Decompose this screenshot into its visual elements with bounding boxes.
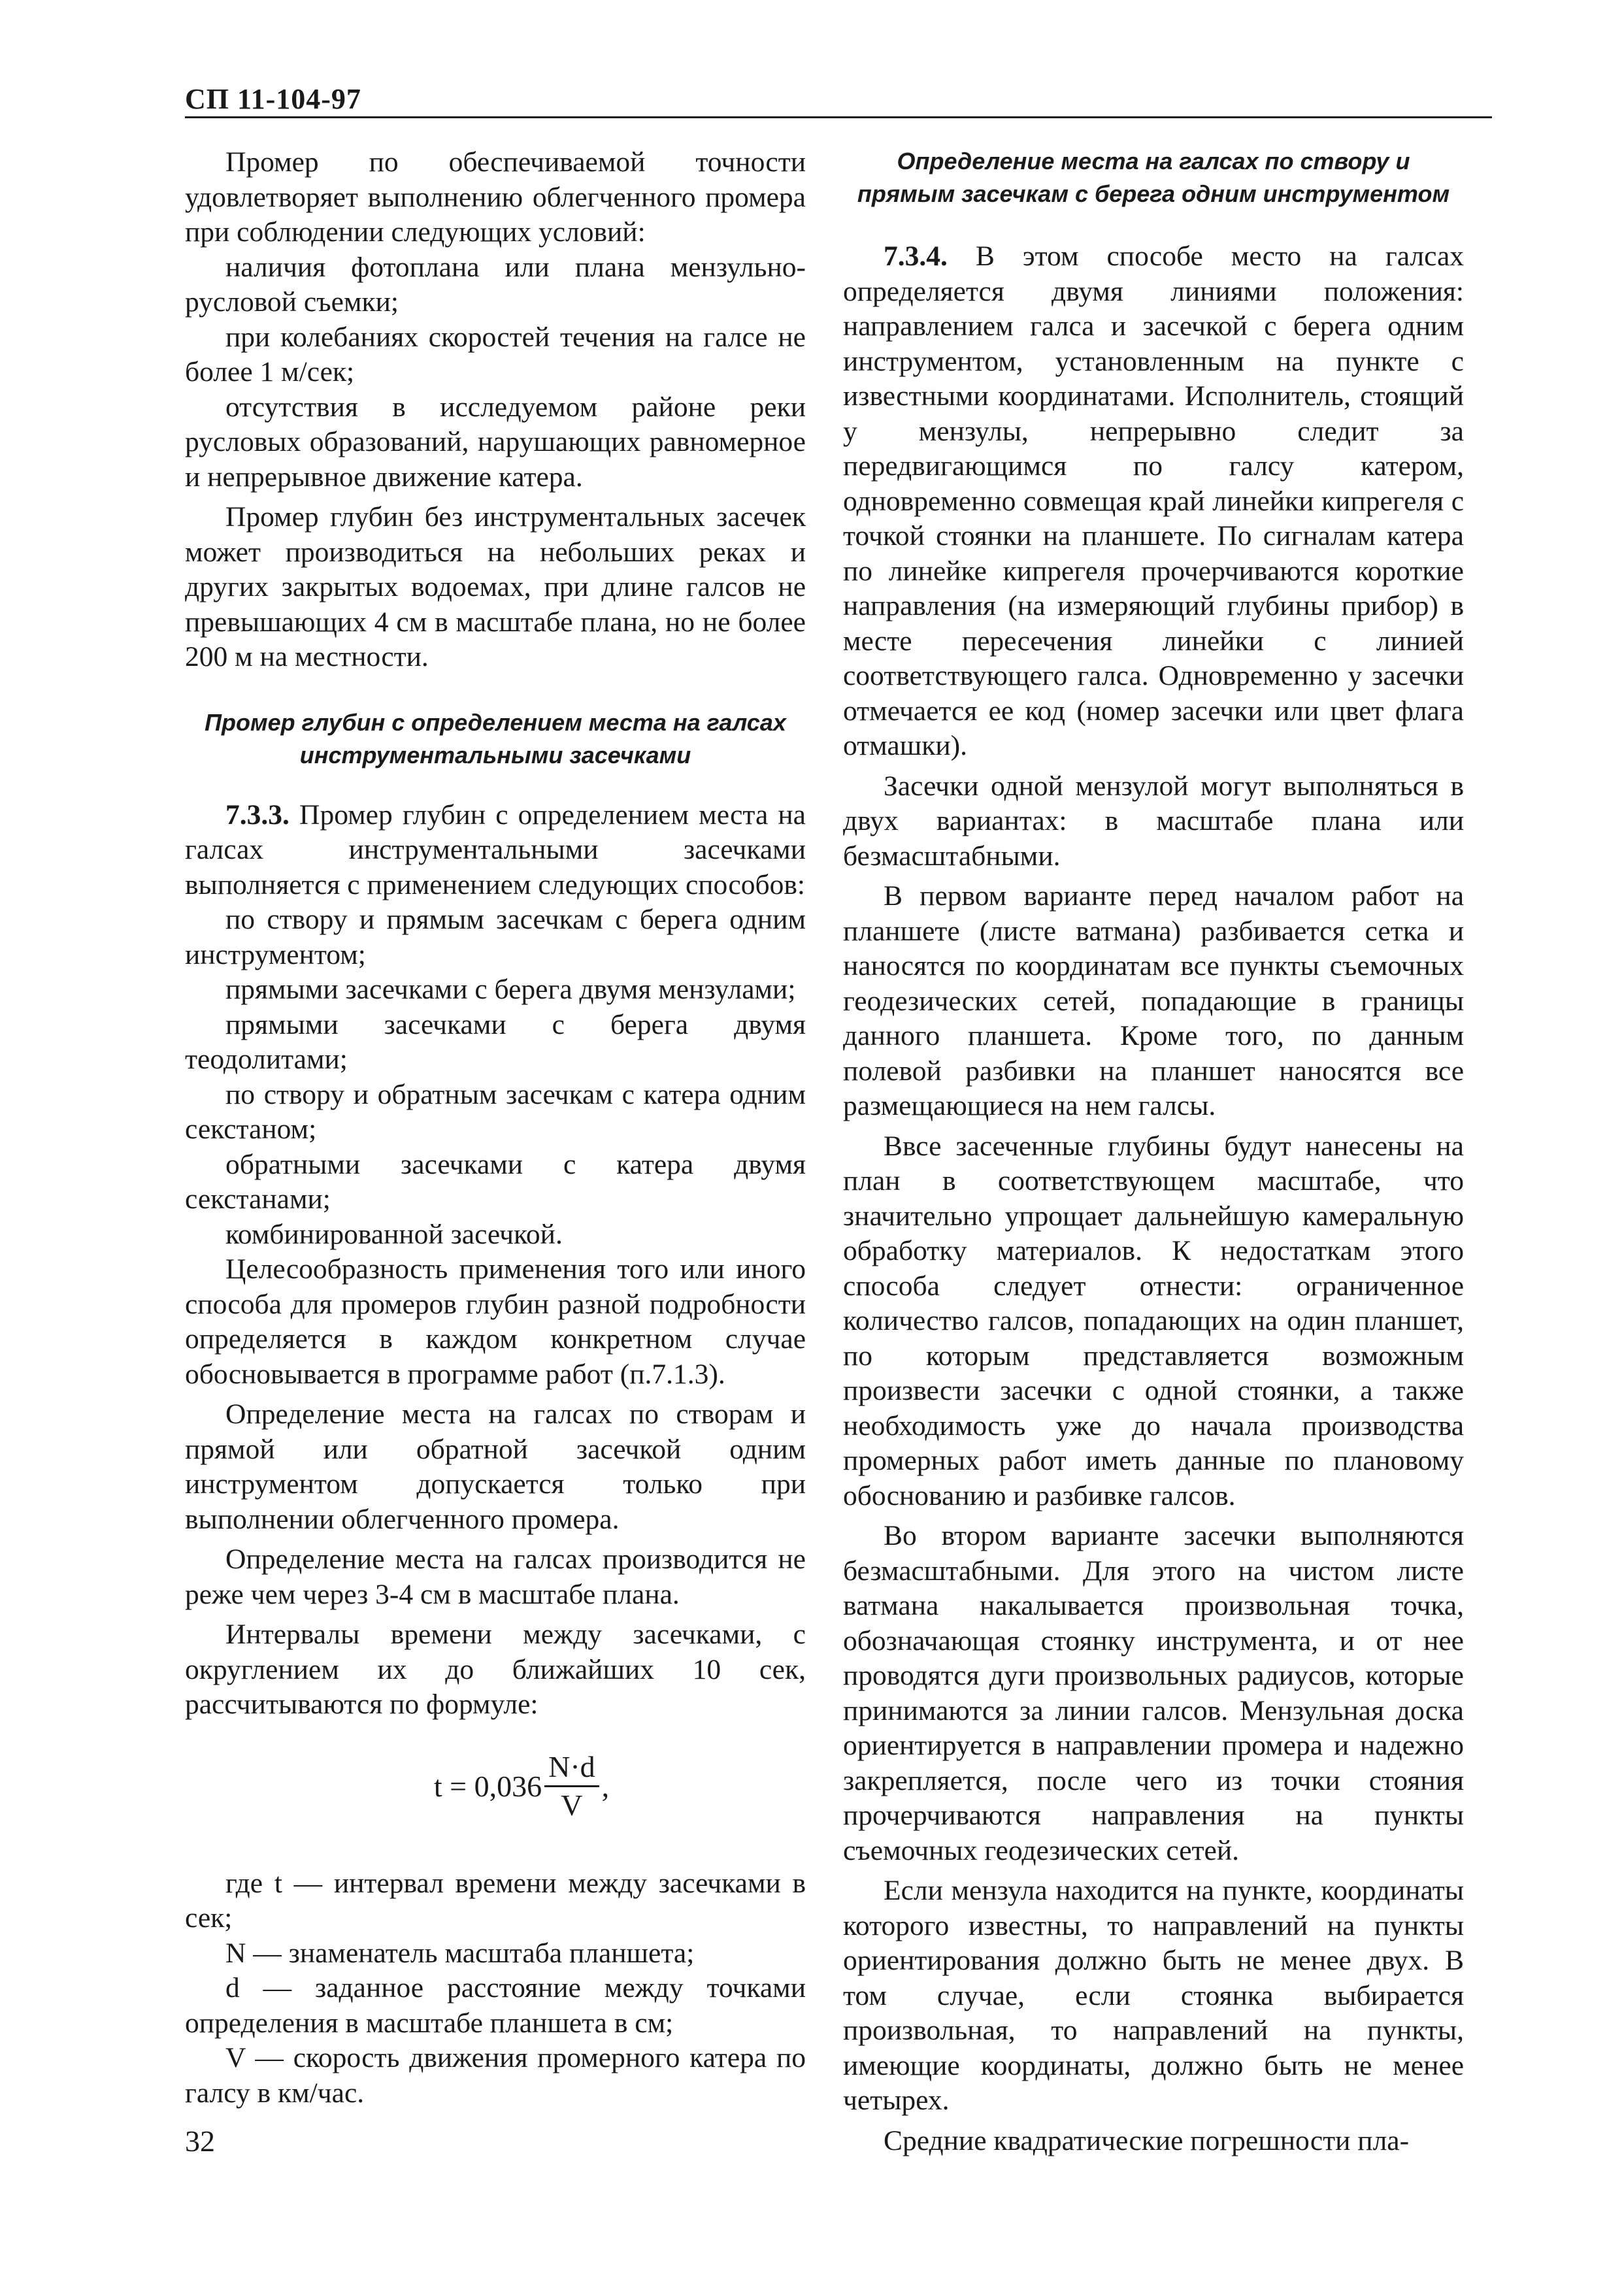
paragraph: Промер глубин без инструментальных засечек может производиться на небольших реках и других закрытых водоемах, при длине галсов не превышающих 4 см в масштабе плана, но не более 200 м на местности. — [185, 501, 806, 672]
list-item: d — заданное расстояние между точками определения в масштабе планшета в см; — [185, 1972, 806, 2039]
paragraph: Определение места на галсах производится не реже чем через 3-4 см в масштабе плана. — [185, 1543, 806, 1610]
paragraph: Целесообразность применения того или иного способа для промеров глубин разной подробности определяется в каждом конкретном случае обосновывается в программе работ (п.7.1.3). — [185, 1253, 806, 1390]
paragraph: Если мензула находится на пункте, координаты которого известны, то направлений на пункты ориентирования должно быть не менее двух. В том случае, если стоянка выбирается произвольная, то направлений на пункты, имеющие координаты, должно быть не менее четырех. — [843, 1875, 1464, 2116]
paragraph: где t — интервал времени между засечками в сек; — [185, 1867, 806, 1934]
paragraph-7-3-3 — [185, 798, 806, 903]
running-header — [185, 77, 1492, 118]
list-item: при колебаниях скоростей течения на галсе не более 1 м/сек; — [185, 321, 806, 388]
list-item: обратными засечками с катера двумя секстанами; — [185, 1148, 806, 1215]
formula-numerator: N·d — [544, 1749, 599, 1787]
formula-denominator: V — [561, 1788, 583, 1822]
formula — [185, 1749, 806, 1847]
paragraph: В первом варианте перед началом работ на планшете (листе ватмана) разбивается сетка и наносятся по координатам все пункты съемочных геодезических сетей, попадающие в границы данного планшета. Кроме того, по данным полевой разбивки на планшет наносятся все размещающиеся на нем галсы. — [843, 880, 1464, 1121]
list-item: прямыми засечками с берега двумя мензулами; — [225, 974, 796, 1005]
formula-lhs: t = 0,036 — [433, 1769, 542, 1803]
paragraph: Во втором варианте засечки выполняются безмасштабными. Для этого на чистом листе ватмана накалывается произвольная точка, обозначающая стоянку инструмента, и от нее проводятся дуги произвольных радиусов, которые принимаются за линии галсов. Мензульная доска ориентируется в направлении промера и надежно закрепляется, после чего из точки стояния прочерчиваются направления на пункты съемочных геодезических сетей. — [843, 1520, 1464, 1866]
section-heading: Промер глубин с определением места на галсах инструментальными засечками — [205, 708, 786, 768]
paragraph: Ввсе засеченные глубины будут нанесены на план в соответствующем масштабе, что значительно упрощает дальнейшую камеральную обработку материалов. К недостаткам этого способа следует отнести: ограниченное количество галсов, попадающих на один планшет, по которым представляется возможным произвести засечки с одной стоянки, а также необходимость уже до начала производства промерных работ иметь данные по плановому обоснованию и разбивке галсов. — [843, 1130, 1464, 1511]
clause-number: 7.3.4. — [884, 240, 948, 272]
paragraph: Средние квадратические погрешности пла- — [884, 2124, 1410, 2156]
formula-fraction — [544, 1749, 599, 1824]
paragraph: Интервалы времени между засечками, с округлением их до ближайших 10 сек, рассчитываются по формуле: — [185, 1619, 806, 1720]
list-item: наличия фотоплана или плана мензульно-русловой съемки; — [185, 251, 806, 318]
clause-text: В этом способе место на галсах определяется двумя линиями положения: направлением галса и засечкой с берега одним инструментом, установленным на пункте с известными координатами. Исполнитель, стоящий у мензулы, непрерывно следит за передвигающимся по галсу катером, одновременно совмещая край линейки кипрегеля с точкой стоянки на планшете. По сигналам катера по линейке кипрегеля прочерчиваются короткие направления (на измеряющий глубины прибор) в месте пересечения линейки с линией соответствующего галса. Одновременно у засечки отмечается ее код (номер засечки или цвет флага отмашки). — [843, 240, 1464, 761]
paragraph: Засечки одной мензулой могут выполняться в двух вариантах: в масштабе плана или безмасштабными. — [843, 770, 1464, 872]
clause-number: 7.3.3. — [225, 799, 290, 831]
section-heading: Определение места на галсах по створу и прямым засечкам с берега одним инструментом — [857, 148, 1450, 207]
right-column — [843, 145, 1464, 2158]
paragraph-7-3-4 — [843, 239, 1464, 764]
list-item: комбинированной засечкой. — [225, 1218, 563, 1250]
list-item: V — скорость движения промерного катера по галсу в км/час. — [185, 2042, 806, 2109]
list-item: по створу и прямым засечкам с берега одним инструментом; — [185, 904, 806, 970]
list-item: отсутствия в исследуемом районе реки русловых образований, нарушающих равномерное и непрерывное движение катера. — [185, 391, 806, 493]
left-column — [185, 145, 806, 2111]
list-item: по створу и обратным засечкам с катера одним секстаном; — [185, 1078, 806, 1145]
list-item: прямыми засечками с берега двумя теодолитами; — [185, 1008, 806, 1075]
page-number: 32 — [185, 2124, 215, 2158]
list-item: N — знаменатель масштаба планшета; — [225, 1937, 695, 1969]
document-code: СП 11-104-97 — [185, 83, 361, 115]
formula-tail: , — [601, 1769, 610, 1803]
paragraph: Промер по обеспечиваемой точности удовлетворяет выполнению облегченного промера при соблюдении следующих условий: — [185, 146, 806, 248]
paragraph: Определение места на галсах по створам и прямой или обратной засечкой одним инструментом допускается только при выполнении облегченного промера. — [185, 1398, 806, 1535]
clause-text: Промер глубин с определением места на галсах инструментальными засечками выполняется с применением следующих способов: — [185, 799, 806, 900]
